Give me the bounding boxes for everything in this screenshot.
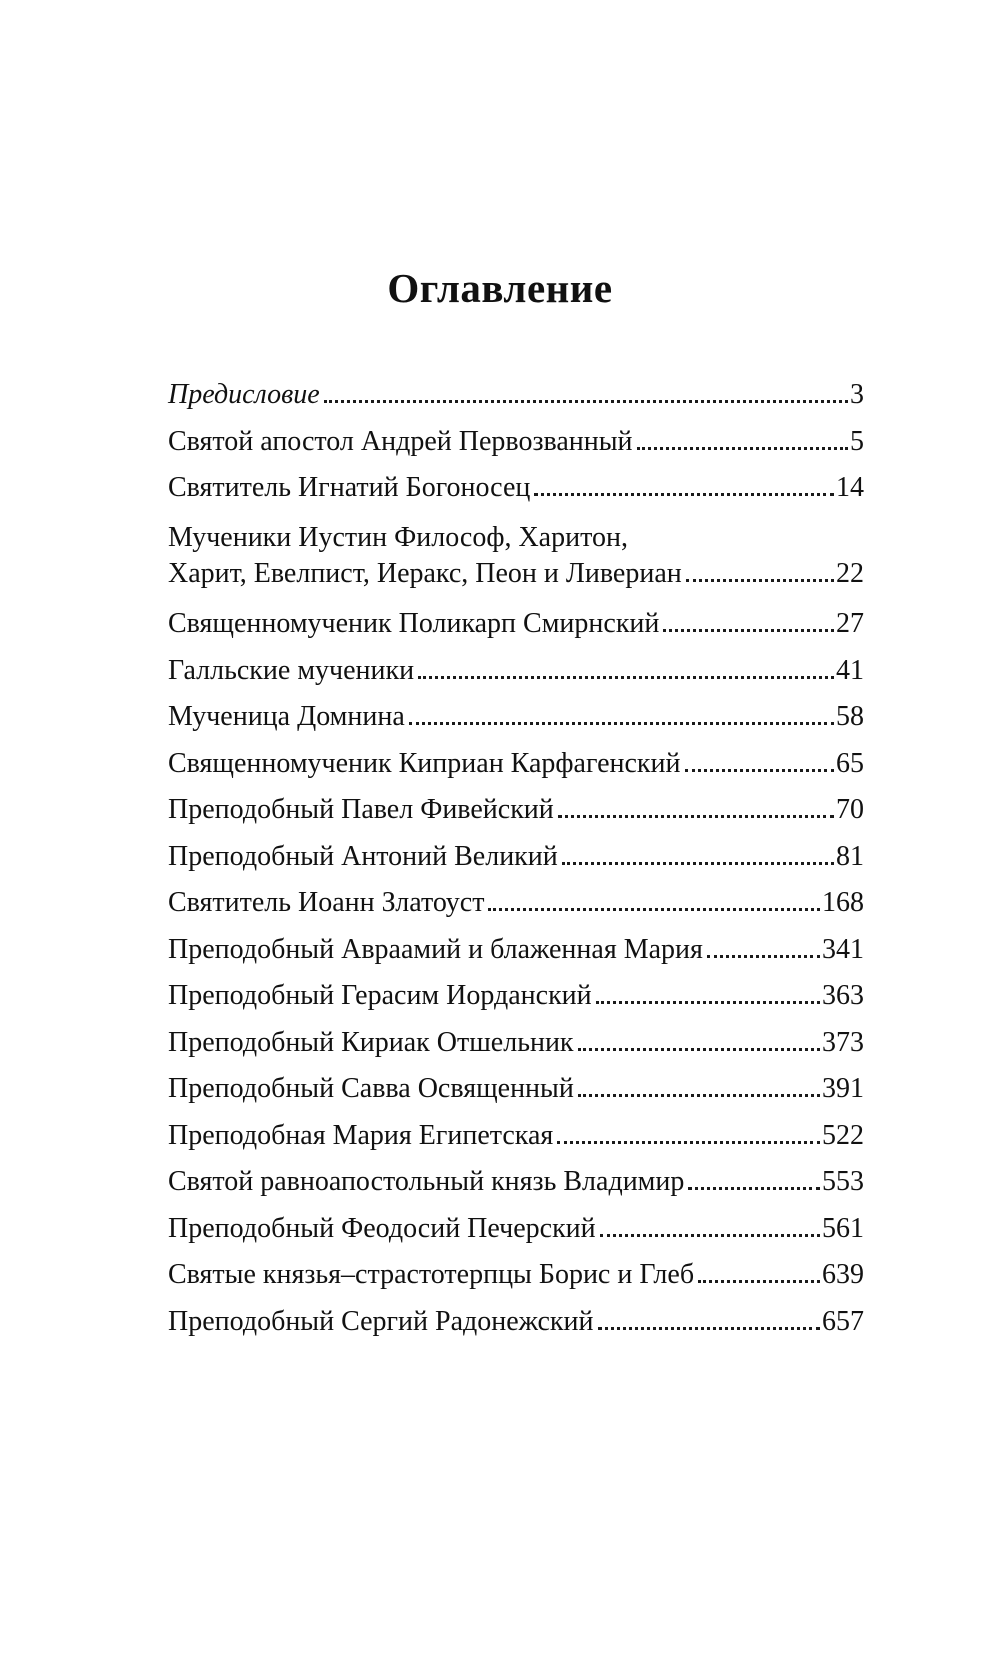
- toc-entry-page: 553: [822, 1166, 864, 1197]
- toc-entry: [168, 795, 864, 824]
- toc-entry-title: Преподобная Мария Египетская: [168, 1119, 554, 1151]
- dot-leader: [600, 1234, 820, 1237]
- toc-entry-page: 522: [822, 1119, 864, 1151]
- toc-entry-page: 27: [836, 608, 864, 639]
- dot-leader: [324, 400, 848, 403]
- toc-entry-title-line1: Мученики Иустин Философ, Харитон,: [168, 521, 628, 553]
- toc-entry: [168, 842, 864, 871]
- toc-entry: [168, 935, 864, 964]
- dot-leader: [637, 447, 848, 450]
- dot-leader: [557, 1141, 820, 1144]
- dot-leader: [534, 493, 834, 496]
- dot-leader: [418, 676, 834, 679]
- toc-entry-title: Святитель Иоанн Златоуст: [168, 887, 485, 918]
- toc-entry-page: 70: [836, 794, 864, 825]
- dot-leader: [488, 908, 820, 911]
- dot-leader: [596, 1001, 820, 1004]
- toc-entry-title: Преподобный Кириак Отшельник: [168, 1026, 574, 1058]
- toc-entry: [168, 427, 864, 456]
- toc-entry: [168, 749, 864, 778]
- dot-leader: [558, 815, 834, 818]
- toc-entry-title: Преподобный Авраамий и блаженная Мария: [168, 933, 703, 965]
- toc-entry-title-line2: Харит, Евелпист, Иеракс, Пеон и Ливериан: [168, 557, 682, 589]
- toc-entry-page: 65: [836, 747, 864, 779]
- toc-entry-title: Мученица Домнина: [168, 701, 405, 732]
- dot-leader: [562, 862, 834, 865]
- dot-leader: [686, 579, 834, 582]
- dot-leader: [663, 629, 834, 632]
- toc-entry-title: Священномученик Киприан Карфагенский: [168, 747, 681, 779]
- toc-entry: [168, 1121, 864, 1150]
- dot-leader: [578, 1048, 820, 1051]
- toc-entry-title: Святой апостол Андрей Первозванный: [168, 425, 633, 457]
- toc-entry-page: 639: [822, 1259, 864, 1290]
- toc-entry: [168, 1167, 864, 1196]
- toc-entry-title: Преподобный Сергий Радонежский: [168, 1305, 594, 1337]
- toc-entry-page: 373: [822, 1026, 864, 1058]
- toc-entry-title: Святой равноапостольный князь Владимир: [168, 1166, 685, 1197]
- toc-entry: [168, 1028, 864, 1057]
- toc-entry-page: 5: [850, 425, 864, 457]
- toc-entry: [168, 1214, 864, 1243]
- dot-leader: [685, 769, 834, 772]
- toc-entry-page: 14: [836, 472, 864, 503]
- toc-entry-page: 363: [822, 980, 864, 1011]
- toc-entry-page: 657: [822, 1305, 864, 1337]
- dot-leader: [698, 1280, 820, 1283]
- toc-entry-page: 341: [822, 933, 864, 965]
- toc-entry: [168, 702, 864, 731]
- toc-entry: [168, 609, 864, 638]
- table-of-contents: [168, 380, 864, 1353]
- toc-entry-page: 58: [836, 701, 864, 732]
- toc-entry-title: Преподобный Феодосий Печерский: [168, 1212, 596, 1244]
- toc-entry-title: Предисловие: [168, 379, 320, 410]
- toc-entry-title: Святитель Игнатий Богоносец: [168, 472, 531, 503]
- toc-entry: [168, 656, 864, 685]
- toc-entry-title: Преподобный Антоний Великий: [168, 840, 558, 872]
- toc-entry-title: Святые князья–страстотерпцы Борис и Глеб: [168, 1259, 695, 1290]
- dot-leader: [688, 1187, 820, 1190]
- toc-entry-page: 391: [822, 1073, 864, 1104]
- dot-leader: [707, 955, 820, 958]
- toc-entry-page: 81: [836, 840, 864, 872]
- toc-entry: [168, 1074, 864, 1103]
- toc-entry-page: 561: [822, 1212, 864, 1244]
- toc-entry-title: Преподобный Павел Фивейский: [168, 794, 554, 825]
- dot-leader: [578, 1094, 820, 1097]
- toc-entry-page: 168: [822, 887, 864, 918]
- toc-entry-page: 22: [836, 557, 864, 589]
- dot-leader: [409, 722, 834, 725]
- toc-entry-page: 3: [850, 379, 864, 410]
- toc-entry-title: Преподобный Савва Освященный: [168, 1073, 574, 1104]
- toc-entry: [168, 473, 864, 502]
- toc-entry-title: Преподобный Герасим Иорданский: [168, 980, 592, 1011]
- toc-entry: [168, 1260, 864, 1289]
- toc-entry: [168, 888, 864, 917]
- toc-entry: [168, 380, 864, 409]
- toc-entry-title: Галльские мученики: [168, 654, 415, 686]
- toc-entry: [168, 1307, 864, 1336]
- dot-leader: [598, 1327, 821, 1330]
- toc-entry-page: 41: [836, 654, 864, 686]
- toc-entry-title: Священномученик Поликарп Смирнский: [168, 608, 660, 639]
- toc-entry: [168, 520, 864, 592]
- toc-entry: [168, 981, 864, 1010]
- page-title: Оглавление: [387, 265, 613, 311]
